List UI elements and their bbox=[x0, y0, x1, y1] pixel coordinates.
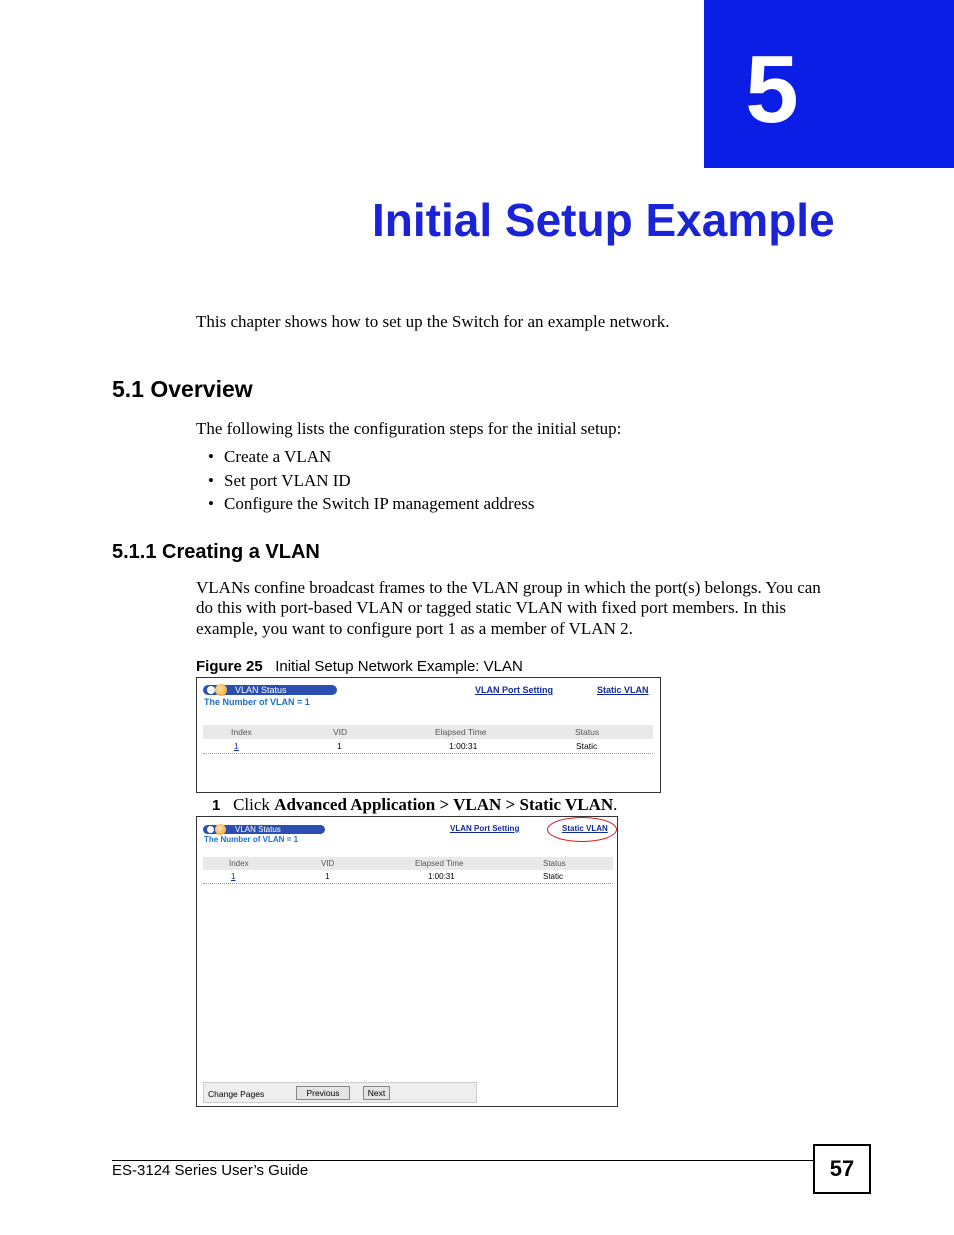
next-button[interactable]: Next bbox=[363, 1086, 390, 1100]
table-header: Index VID Elapsed Time Status bbox=[203, 857, 613, 870]
change-pages-bar bbox=[203, 1082, 477, 1103]
highlight-circle bbox=[547, 817, 617, 842]
chapter-title: Initial Setup Example bbox=[372, 194, 835, 246]
previous-button[interactable]: Previous bbox=[296, 1086, 350, 1100]
step-number: 1 bbox=[212, 797, 221, 814]
intro-paragraph: This chapter shows how to set up the Switch for an example network. bbox=[196, 312, 670, 331]
footer-guide-title: ES-3124 Series User’s Guide bbox=[112, 1162, 309, 1179]
page-number: 57 bbox=[813, 1144, 871, 1194]
table-row: 1 1 1:00:31 Static bbox=[203, 870, 613, 884]
vlan-count-text: The Number of VLAN = 1 bbox=[204, 835, 299, 844]
status-orb-icon bbox=[215, 684, 227, 696]
list-item: • Set port VLAN ID bbox=[208, 470, 351, 490]
vlan-status-screenshot-2 bbox=[196, 816, 618, 1107]
vlan-paragraph-line-2: do this with port-based VLAN or tagged static VLAN with fixed port members. In this bbox=[196, 598, 787, 617]
overview-lead: The following lists the configuration steps for the initial setup: bbox=[196, 419, 622, 438]
step-menu-path: Advanced Application > VLAN > Static VLAN bbox=[274, 795, 614, 814]
list-item: • Configure the Switch IP management address bbox=[208, 494, 535, 513]
status-orb-icon bbox=[207, 686, 215, 694]
list-item: • Create a VLAN bbox=[208, 447, 332, 466]
table-row: 1 1 1:00:31 Static bbox=[203, 739, 653, 754]
overview-bullet-list bbox=[208, 445, 535, 516]
static-vlan-link[interactable]: Static VLAN bbox=[597, 685, 649, 695]
vlan-index-link[interactable]: 1 bbox=[231, 872, 236, 881]
chapter-number: 5 bbox=[745, 36, 799, 143]
step-1: 1 Click Advanced Application > VLAN > Static VLAN. bbox=[212, 795, 618, 814]
vlan-count-text: The Number of VLAN = 1 bbox=[204, 697, 310, 707]
vlan-status-screenshot-1 bbox=[196, 677, 661, 793]
static-vlan-link[interactable]: Static VLAN bbox=[562, 824, 608, 833]
vlan-paragraph-line-1: VLANs confine broadcast frames to the VLAN group in which the port(s) belongs. You can bbox=[196, 578, 821, 597]
section-heading-overview: 5.1 Overview bbox=[112, 376, 253, 402]
section-heading-creating-vlan: 5.1.1 Creating a VLAN bbox=[112, 541, 320, 563]
figure-label: Figure 25 bbox=[196, 658, 263, 675]
vlan-paragraph-line-3: example, you want to configure port 1 as a member of VLAN 2. bbox=[196, 619, 633, 638]
figure-caption bbox=[196, 658, 523, 676]
vlan-port-setting-link[interactable]: VLAN Port Setting bbox=[475, 685, 553, 695]
vlan-index-link[interactable]: 1 bbox=[234, 741, 239, 751]
status-orb-icon bbox=[215, 824, 226, 835]
change-pages-label: Change Pages bbox=[208, 1089, 265, 1099]
vlan-status-title-bar: VLAN Status bbox=[203, 685, 337, 695]
table-header: Index VID Elapsed Time Status bbox=[203, 725, 653, 739]
vlan-port-setting-link[interactable]: VLAN Port Setting bbox=[450, 824, 520, 833]
vlan-status-title-bar: VLAN Status bbox=[203, 825, 325, 834]
footer-rule bbox=[112, 1160, 814, 1161]
figure-caption-text: Initial Setup Network Example: VLAN bbox=[275, 658, 523, 675]
status-orb-icon bbox=[207, 826, 214, 833]
